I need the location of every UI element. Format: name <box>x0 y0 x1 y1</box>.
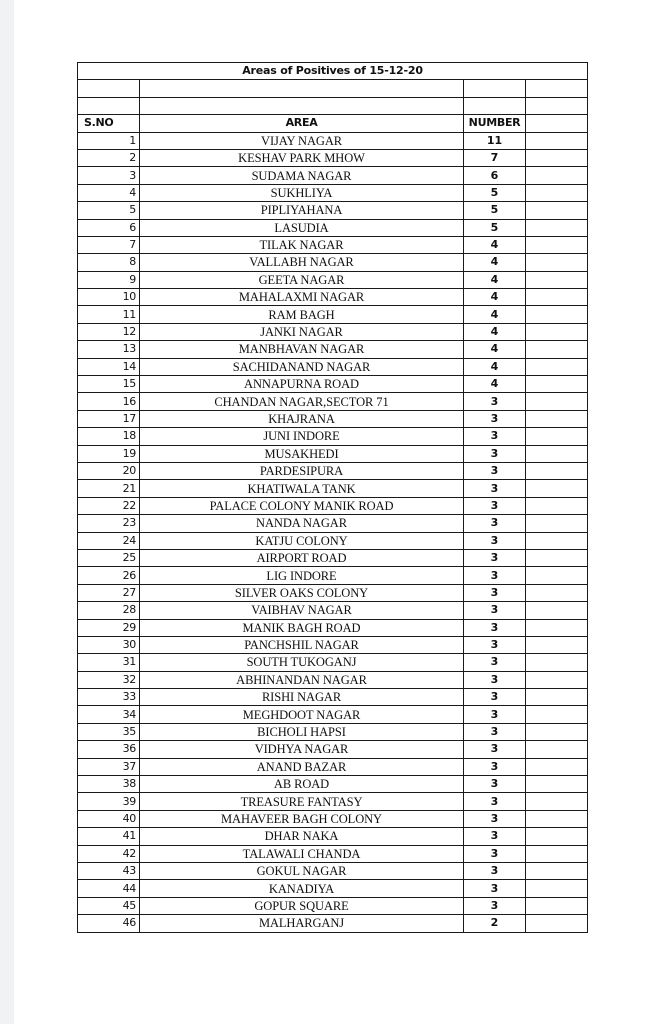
row-area: VIJAY NAGAR <box>140 132 464 149</box>
row-area: SUKHLIYA <box>140 184 464 201</box>
row-number: 3 <box>464 462 526 479</box>
table-row <box>78 271 588 288</box>
row-sno: 22 <box>78 497 140 514</box>
row-area: MANIK BAGH ROAD <box>140 619 464 636</box>
row-area: MAHAVEER BAGH COLONY <box>140 810 464 827</box>
blank-cell <box>526 636 588 653</box>
row-area: VALLABH NAGAR <box>140 254 464 271</box>
row-area: KESHAV PARK MHOW <box>140 149 464 166</box>
blank-cell <box>526 271 588 288</box>
row-sno: 41 <box>78 828 140 845</box>
row-number: 4 <box>464 376 526 393</box>
blank-cell <box>78 80 140 97</box>
row-number: 3 <box>464 758 526 775</box>
blank-cell <box>526 897 588 914</box>
row-sno: 33 <box>78 689 140 706</box>
row-area: BICHOLI HAPSI <box>140 723 464 740</box>
blank-cell <box>526 497 588 514</box>
row-sno: 13 <box>78 341 140 358</box>
row-number: 3 <box>464 584 526 601</box>
blank-cell <box>526 828 588 845</box>
row-sno: 30 <box>78 636 140 653</box>
row-number: 3 <box>464 497 526 514</box>
row-number: 5 <box>464 219 526 236</box>
row-number: 4 <box>464 358 526 375</box>
row-area: CHANDAN NAGAR,SECTOR 71 <box>140 393 464 410</box>
blank-cell <box>526 376 588 393</box>
row-area: SILVER OAKS COLONY <box>140 584 464 601</box>
table-row <box>78 689 588 706</box>
blank-cell <box>526 845 588 862</box>
blank-cell <box>526 97 588 114</box>
title-row <box>78 63 588 80</box>
row-area: MANBHAVAN NAGAR <box>140 341 464 358</box>
row-area: KHAJRANA <box>140 410 464 427</box>
table-row <box>78 202 588 219</box>
row-sno: 6 <box>78 219 140 236</box>
table-row <box>78 480 588 497</box>
row-sno: 39 <box>78 793 140 810</box>
row-sno: 15 <box>78 376 140 393</box>
blank-cell <box>526 549 588 566</box>
row-area: ABHINANDAN NAGAR <box>140 671 464 688</box>
blank-cell <box>526 741 588 758</box>
row-number: 3 <box>464 741 526 758</box>
row-number: 4 <box>464 323 526 340</box>
row-sno: 17 <box>78 410 140 427</box>
row-sno: 46 <box>78 915 140 932</box>
row-area: RAM BAGH <box>140 306 464 323</box>
blank-cell <box>526 115 588 132</box>
row-sno: 3 <box>78 167 140 184</box>
blank-cell <box>526 654 588 671</box>
row-area: KATJU COLONY <box>140 532 464 549</box>
blank-row <box>78 80 588 97</box>
row-number: 3 <box>464 445 526 462</box>
row-number: 3 <box>464 810 526 827</box>
table-row <box>78 845 588 862</box>
row-sno: 26 <box>78 567 140 584</box>
row-number: 3 <box>464 549 526 566</box>
table-row <box>78 515 588 532</box>
row-number: 3 <box>464 793 526 810</box>
row-area: VAIBHAV NAGAR <box>140 602 464 619</box>
table-row <box>78 497 588 514</box>
row-area: PARDESIPURA <box>140 462 464 479</box>
table-row <box>78 306 588 323</box>
blank-cell <box>526 393 588 410</box>
table-row <box>78 636 588 653</box>
row-area: PANCHSHIL NAGAR <box>140 636 464 653</box>
row-sno: 11 <box>78 306 140 323</box>
row-area: TALAWALI CHANDA <box>140 845 464 862</box>
blank-cell <box>526 445 588 462</box>
blank-cell <box>526 323 588 340</box>
blank-cell <box>526 706 588 723</box>
table-row <box>78 758 588 775</box>
table-row <box>78 219 588 236</box>
column-header-number: NUMBER <box>464 115 526 132</box>
row-sno: 1 <box>78 132 140 149</box>
row-area: AIRPORT ROAD <box>140 549 464 566</box>
blank-cell <box>526 80 588 97</box>
row-sno: 18 <box>78 428 140 445</box>
blank-cell <box>526 219 588 236</box>
row-area: AB ROAD <box>140 776 464 793</box>
row-sno: 20 <box>78 462 140 479</box>
blank-cell <box>526 776 588 793</box>
table-row <box>78 445 588 462</box>
blank-cell <box>526 862 588 879</box>
row-sno: 36 <box>78 741 140 758</box>
row-area: ANAND BAZAR <box>140 758 464 775</box>
row-area: RISHI NAGAR <box>140 689 464 706</box>
table-row <box>78 723 588 740</box>
table-row <box>78 671 588 688</box>
row-number: 2 <box>464 915 526 932</box>
row-number: 3 <box>464 776 526 793</box>
table-row <box>78 741 588 758</box>
row-number: 7 <box>464 149 526 166</box>
blank-cell <box>526 758 588 775</box>
blank-cell <box>526 341 588 358</box>
row-area: TREASURE FANTASY <box>140 793 464 810</box>
table-row <box>78 654 588 671</box>
row-area: MAHALAXMI NAGAR <box>140 289 464 306</box>
table-title: Areas of Positives of 15-12-20 <box>78 63 588 80</box>
row-area: GOPUR SQUARE <box>140 897 464 914</box>
row-area: JANKI NAGAR <box>140 323 464 340</box>
row-area: PIPLIYAHANA <box>140 202 464 219</box>
table-row <box>78 410 588 427</box>
blank-cell <box>526 202 588 219</box>
row-number: 4 <box>464 341 526 358</box>
row-sno: 35 <box>78 723 140 740</box>
blank-cell <box>464 80 526 97</box>
row-sno: 10 <box>78 289 140 306</box>
row-area: PALACE COLONY MANIK ROAD <box>140 497 464 514</box>
blank-cell <box>526 167 588 184</box>
row-number: 3 <box>464 515 526 532</box>
table-row <box>78 167 588 184</box>
row-sno: 31 <box>78 654 140 671</box>
table-row <box>78 184 588 201</box>
blank-cell <box>526 584 588 601</box>
blank-cell <box>526 671 588 688</box>
table-row <box>78 323 588 340</box>
row-area: KHATIWALA TANK <box>140 480 464 497</box>
blank-cell <box>526 480 588 497</box>
row-number: 3 <box>464 393 526 410</box>
row-area: TILAK NAGAR <box>140 236 464 253</box>
blank-cell <box>526 915 588 932</box>
table-row <box>78 341 588 358</box>
row-sno: 34 <box>78 706 140 723</box>
table-row <box>78 393 588 410</box>
table-row <box>78 567 588 584</box>
column-header-sno: S.NO <box>78 115 140 132</box>
table-row <box>78 132 588 149</box>
table-row <box>78 584 588 601</box>
row-sno: 27 <box>78 584 140 601</box>
row-number: 3 <box>464 480 526 497</box>
row-number: 3 <box>464 636 526 653</box>
table-row <box>78 549 588 566</box>
row-sno: 43 <box>78 862 140 879</box>
blank-cell <box>526 689 588 706</box>
row-number: 3 <box>464 706 526 723</box>
row-area: GEETA NAGAR <box>140 271 464 288</box>
table-row <box>78 462 588 479</box>
row-number: 3 <box>464 567 526 584</box>
row-sno: 45 <box>78 897 140 914</box>
row-sno: 21 <box>78 480 140 497</box>
row-number: 4 <box>464 236 526 253</box>
blank-cell <box>464 97 526 114</box>
table-row <box>78 619 588 636</box>
row-number: 3 <box>464 862 526 879</box>
row-sno: 38 <box>78 776 140 793</box>
blank-cell <box>526 515 588 532</box>
blank-cell <box>526 236 588 253</box>
row-number: 4 <box>464 271 526 288</box>
blank-cell <box>526 149 588 166</box>
row-number: 3 <box>464 671 526 688</box>
row-number: 4 <box>464 306 526 323</box>
blank-cell <box>526 567 588 584</box>
table-row <box>78 376 588 393</box>
blank-cell <box>526 428 588 445</box>
row-area: LASUDIA <box>140 219 464 236</box>
row-sno: 7 <box>78 236 140 253</box>
row-sno: 9 <box>78 271 140 288</box>
blank-cell <box>140 80 464 97</box>
row-area: JUNI INDORE <box>140 428 464 445</box>
blank-cell <box>526 793 588 810</box>
row-sno: 12 <box>78 323 140 340</box>
table-row <box>78 828 588 845</box>
row-area: SUDAMA NAGAR <box>140 167 464 184</box>
row-area: KANADIYA <box>140 880 464 897</box>
table-row <box>78 602 588 619</box>
blank-row <box>78 97 588 114</box>
table-row <box>78 254 588 271</box>
blank-cell <box>526 358 588 375</box>
blank-cell <box>526 880 588 897</box>
row-area: MALHARGANJ <box>140 915 464 932</box>
row-number: 3 <box>464 410 526 427</box>
row-area: MUSAKHEDI <box>140 445 464 462</box>
row-sno: 42 <box>78 845 140 862</box>
column-header-area: AREA <box>140 115 464 132</box>
table-row <box>78 289 588 306</box>
positives-table <box>77 62 588 933</box>
viewer-left-margin <box>0 0 14 1024</box>
row-number: 3 <box>464 532 526 549</box>
table-row <box>78 897 588 914</box>
blank-cell <box>526 306 588 323</box>
row-sno: 8 <box>78 254 140 271</box>
row-number: 4 <box>464 289 526 306</box>
row-number: 3 <box>464 602 526 619</box>
row-area: LIG INDORE <box>140 567 464 584</box>
table-row <box>78 358 588 375</box>
blank-cell <box>526 532 588 549</box>
row-sno: 2 <box>78 149 140 166</box>
row-number: 3 <box>464 897 526 914</box>
table-row <box>78 793 588 810</box>
row-number: 3 <box>464 654 526 671</box>
blank-cell <box>526 132 588 149</box>
row-number: 5 <box>464 184 526 201</box>
blank-cell <box>140 97 464 114</box>
table-row <box>78 880 588 897</box>
table-row <box>78 862 588 879</box>
row-number: 11 <box>464 132 526 149</box>
row-area: SOUTH TUKOGANJ <box>140 654 464 671</box>
row-sno: 24 <box>78 532 140 549</box>
row-number: 5 <box>464 202 526 219</box>
row-sno: 4 <box>78 184 140 201</box>
row-sno: 14 <box>78 358 140 375</box>
row-area: SACHIDANAND NAGAR <box>140 358 464 375</box>
row-number: 3 <box>464 723 526 740</box>
row-sno: 5 <box>78 202 140 219</box>
row-number: 3 <box>464 619 526 636</box>
row-sno: 44 <box>78 880 140 897</box>
row-sno: 29 <box>78 619 140 636</box>
row-sno: 19 <box>78 445 140 462</box>
table-row <box>78 149 588 166</box>
blank-cell <box>526 810 588 827</box>
blank-cell <box>526 602 588 619</box>
header-row <box>78 115 588 132</box>
blank-cell <box>526 410 588 427</box>
row-area: MEGHDOOT NAGAR <box>140 706 464 723</box>
table-row <box>78 915 588 932</box>
blank-cell <box>78 97 140 114</box>
row-sno: 23 <box>78 515 140 532</box>
row-area: DHAR NAKA <box>140 828 464 845</box>
blank-cell <box>526 462 588 479</box>
row-sno: 28 <box>78 602 140 619</box>
table-row <box>78 236 588 253</box>
row-number: 3 <box>464 428 526 445</box>
table-row <box>78 706 588 723</box>
row-sno: 25 <box>78 549 140 566</box>
row-number: 4 <box>464 254 526 271</box>
row-sno: 37 <box>78 758 140 775</box>
row-sno: 32 <box>78 671 140 688</box>
row-area: GOKUL NAGAR <box>140 862 464 879</box>
blank-cell <box>526 254 588 271</box>
row-sno: 16 <box>78 393 140 410</box>
row-area: VIDHYA NAGAR <box>140 741 464 758</box>
blank-cell <box>526 184 588 201</box>
row-number: 6 <box>464 167 526 184</box>
table-row <box>78 776 588 793</box>
row-number: 3 <box>464 689 526 706</box>
row-sno: 40 <box>78 810 140 827</box>
blank-cell <box>526 723 588 740</box>
blank-cell <box>526 619 588 636</box>
row-number: 3 <box>464 828 526 845</box>
table-row <box>78 532 588 549</box>
row-area: NANDA NAGAR <box>140 515 464 532</box>
table-row <box>78 428 588 445</box>
blank-cell <box>526 289 588 306</box>
table-row <box>78 810 588 827</box>
row-area: ANNAPURNA ROAD <box>140 376 464 393</box>
row-number: 3 <box>464 845 526 862</box>
row-number: 3 <box>464 880 526 897</box>
